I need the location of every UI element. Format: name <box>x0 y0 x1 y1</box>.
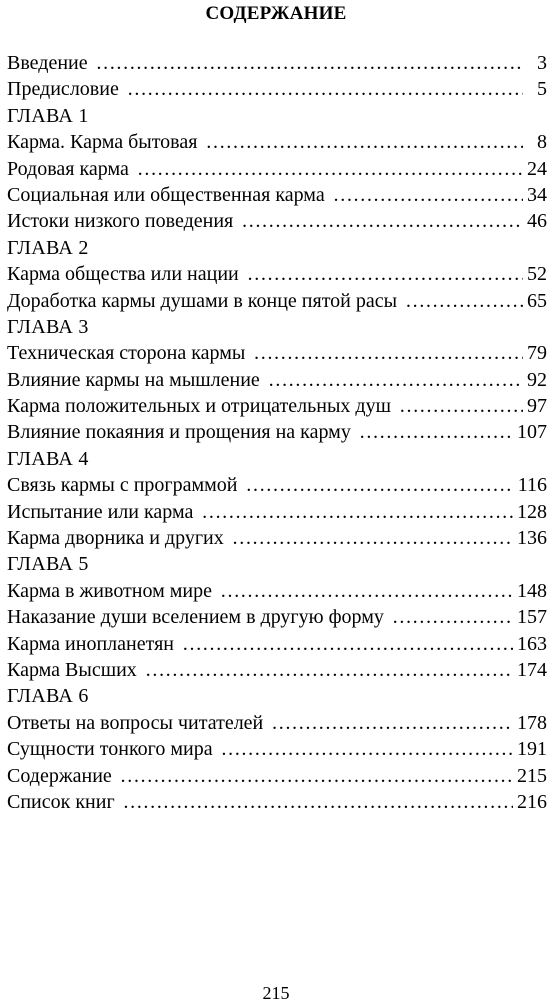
entry-page-number: 65 <box>527 289 547 312</box>
entry-page-number: 34 <box>527 183 547 206</box>
entry-title: Карма дворника и других <box>7 527 224 550</box>
entry-page-number: 52 <box>527 263 547 286</box>
entry-title: Предисловие <box>7 78 119 101</box>
chapter-title: ГЛАВА 1 <box>7 104 89 127</box>
toc-entry <box>7 367 547 393</box>
chapter-title: ГЛАВА 4 <box>7 447 89 470</box>
toc-entry <box>7 208 547 234</box>
dot-leader <box>220 578 513 604</box>
entry-title: Введение <box>7 52 88 74</box>
chapter-title: ГЛАВА 5 <box>7 553 89 576</box>
dot-leader <box>253 340 523 366</box>
toc-entry <box>7 657 547 683</box>
dot-leader <box>246 472 514 498</box>
chapter-title: ГЛАВА 2 <box>7 236 89 259</box>
toc-entry <box>7 710 547 736</box>
entry-page-number: 46 <box>527 210 547 233</box>
dot-leader <box>268 367 523 393</box>
toc-chapter-heading <box>7 235 547 261</box>
chapter-title: ГЛАВА 6 <box>7 685 89 708</box>
toc-entry <box>7 288 547 314</box>
entry-page-number: 116 <box>517 474 547 497</box>
entry-title: Связь кармы с программой <box>7 474 238 497</box>
entry-page-number: 107 <box>517 421 547 444</box>
toc-entry <box>7 76 547 102</box>
entry-page-number: 174 <box>517 658 547 681</box>
table-of-contents <box>7 50 547 815</box>
toc-chapter-heading <box>7 446 547 472</box>
entry-title: Влияние покаяния и прощения на карму <box>7 421 351 444</box>
entry-title: Техническая сторона кармы <box>7 342 246 365</box>
chapter-title: ГЛАВА 3 <box>7 315 89 338</box>
toc-chapter-heading <box>7 683 547 709</box>
entry-title: Наказание души вселением в другую форму <box>7 606 384 629</box>
entry-page-number: 215 <box>517 764 547 787</box>
toc-entry <box>7 182 547 208</box>
toc-entry <box>7 472 547 498</box>
entry-title: Доработка кармы душами в конце пятой расы <box>7 289 398 312</box>
entry-title: Карма. Карма бытовая <box>7 131 198 154</box>
dot-leader <box>392 604 513 630</box>
toc-entry <box>7 578 547 604</box>
entry-page-number: 97 <box>527 395 547 418</box>
dot-leader <box>399 393 523 419</box>
toc-entry <box>7 156 547 182</box>
entry-page-number: 3 <box>537 52 547 74</box>
entry-page-number: 5 <box>537 78 547 101</box>
entry-page-number: 216 <box>517 790 547 813</box>
entry-page-number: 191 <box>517 738 547 761</box>
entry-title: Сущности тонкого мира <box>7 738 213 761</box>
dot-leader <box>232 525 513 551</box>
entry-title: Содержание <box>7 764 112 787</box>
entry-title: Карма Высших <box>7 658 137 681</box>
entry-title: Родовая карма <box>7 157 129 180</box>
entry-page-number: 24 <box>527 157 547 180</box>
dot-leader <box>120 763 513 789</box>
toc-entry <box>7 50 547 76</box>
entry-page-number: 163 <box>517 632 547 655</box>
dot-leader <box>247 261 523 287</box>
entry-title: Карма общества или нации <box>7 263 239 286</box>
entry-title: Истоки низкого поведения <box>7 210 234 233</box>
dot-leader <box>271 710 513 736</box>
toc-entry <box>7 631 547 657</box>
entry-title: Карма инопланетян <box>7 632 174 655</box>
dot-leader <box>205 129 523 155</box>
page-title: СОДЕРЖАНИЕ <box>205 3 347 24</box>
dot-leader <box>405 288 523 314</box>
toc-chapter-heading <box>7 551 547 577</box>
toc-entry <box>7 129 547 155</box>
entry-page-number: 178 <box>517 711 547 734</box>
toc-entry <box>7 525 547 551</box>
dot-leader <box>137 156 523 182</box>
toc-entry <box>7 604 547 630</box>
dot-leader <box>96 50 523 76</box>
toc-entry <box>7 736 547 762</box>
dot-leader <box>182 631 513 657</box>
entry-title: Социальная или общественная карма <box>7 183 325 206</box>
dot-leader <box>145 657 513 683</box>
entry-page-number: 92 <box>527 368 547 391</box>
entry-page-number: 136 <box>517 527 547 550</box>
entry-title: Список книг <box>7 790 115 813</box>
dot-leader <box>241 208 523 234</box>
dot-leader <box>127 76 523 102</box>
toc-entry <box>7 393 547 419</box>
page-number: 215 <box>262 983 290 1003</box>
entry-title: Ответы на вопросы читателей <box>7 711 264 734</box>
entry-page-number: 128 <box>517 500 547 523</box>
toc-entry <box>7 261 547 287</box>
toc-chapter-heading <box>7 103 547 129</box>
toc-entry <box>7 419 547 445</box>
toc-entry <box>7 499 547 525</box>
entry-page-number: 157 <box>517 606 547 629</box>
dot-leader <box>333 182 523 208</box>
dot-leader <box>359 419 513 445</box>
toc-entry <box>7 763 547 789</box>
dot-leader <box>123 789 513 815</box>
entry-title: Испытание или карма <box>7 500 194 523</box>
toc-chapter-heading <box>7 314 547 340</box>
entry-title: Влияние кармы на мышление <box>7 368 260 391</box>
entry-page-number: 79 <box>527 342 547 365</box>
dot-leader <box>201 499 513 525</box>
toc-entry <box>7 340 547 366</box>
entry-page-number: 148 <box>517 579 547 602</box>
dot-leader <box>221 736 513 762</box>
entry-page-number: 8 <box>537 131 547 154</box>
entry-title: Карма положительных и отрицательных душ <box>7 395 391 418</box>
entry-title: Карма в животном мире <box>7 579 213 602</box>
toc-entry <box>7 789 547 815</box>
